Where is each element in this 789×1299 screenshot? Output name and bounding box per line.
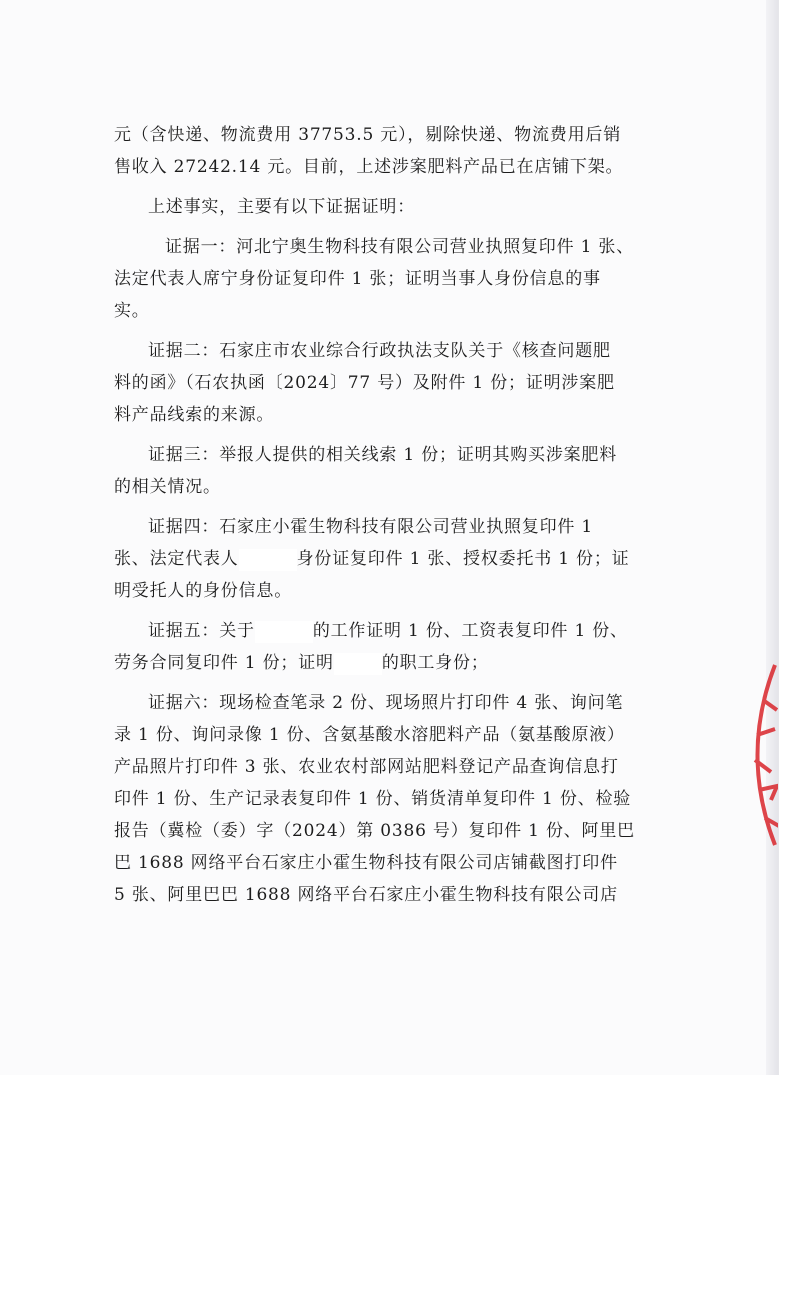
redaction-block — [255, 621, 313, 643]
text-line: 产品照片打印件 3 张、农业农村部网站肥料登记产品查询信息打 — [114, 757, 619, 777]
official-seal-stamp — [735, 660, 779, 850]
text-segment: 身份证复印件 1 张、授权委托书 1 份；证 — [296, 549, 630, 569]
text-line: 法定代表人席宁身份证复印件 1 张；证明当事人身份信息的事 — [114, 269, 601, 289]
paragraph-evidence-4 — [114, 511, 694, 607]
text-line — [114, 647, 694, 679]
text-segment: 的工作证明 1 份、工资表复印件 1 份、 — [312, 621, 628, 641]
text-line: 售收入 27242.14 元。目前，上述涉案肥料产品已在店铺下架。 — [114, 157, 624, 177]
text-segment: 证据五：关于 — [148, 621, 255, 641]
text-segment: 劳务合同复印件 1 份；证明 — [114, 653, 334, 673]
document-body — [114, 119, 694, 919]
text-line: 证据六：现场检查笔录 2 份、现场照片打印件 4 张、询问笔 — [148, 693, 624, 713]
text-line: 录 1 份、询问录像 1 份、含氨基酸水溶肥料产品（氨基酸原液） — [114, 725, 625, 745]
paragraph-evidence-2 — [114, 335, 694, 431]
paragraph-evidence-6 — [114, 687, 694, 911]
text-line: 证据一：河北宁奥生物科技有限公司营业执照复印件 1 张、 — [165, 237, 635, 257]
text-line: 实。 — [114, 301, 150, 321]
text-line: 的相关情况。 — [114, 477, 221, 497]
text-segment: 张、法定代表人 — [114, 549, 239, 569]
redaction-block — [334, 653, 382, 675]
text-line: 料产品线索的来源。 — [114, 405, 275, 425]
paragraph-evidence-3 — [114, 439, 694, 503]
text-line — [148, 615, 694, 647]
redaction-block — [239, 549, 297, 571]
text-line: 报告（冀检（委）字（2024）第 0386 号）复印件 1 份、阿里巴 — [114, 821, 635, 841]
paragraph-evidence-intro — [114, 191, 694, 223]
text-line: 明受托人的身份信息。 — [114, 581, 292, 601]
text-line — [114, 543, 694, 575]
text-line: 证据二：石家庄市农业综合行政执法支队关于《核查问题肥 — [148, 341, 611, 361]
paragraph-evidence-5 — [114, 615, 694, 679]
page-edge-shadow — [766, 0, 778, 1075]
text-line: 料的函》（石农执函〔2024〕77 号）及附件 1 份；证明涉案肥 — [114, 373, 615, 393]
text-line: 证据四：石家庄小霍生物科技有限公司营业执照复印件 1 — [148, 517, 594, 537]
paragraph-sales-income — [114, 119, 694, 183]
text-line: 上述事实，主要有以下证据证明： — [148, 197, 415, 217]
text-line: 5 张、阿里巴巴 1688 网络平台石家庄小霍生物科技有限公司店 — [114, 885, 618, 905]
text-line: 元（含快递、物流费用 37753.5 元），剔除快递、物流费用后销 — [114, 125, 622, 145]
text-line: 印件 1 份、生产记录表复印件 1 份、销货清单复印件 1 份、检验 — [114, 789, 632, 809]
text-line: 证据三：举报人提供的相关线索 1 份；证明其购买涉案肥料 — [148, 445, 618, 465]
text-line: 巴 1688 网络平台石家庄小霍生物科技有限公司店铺截图打印件 — [114, 853, 618, 873]
text-segment: 的职工身份； — [381, 653, 489, 673]
paragraph-evidence-1 — [114, 231, 694, 327]
